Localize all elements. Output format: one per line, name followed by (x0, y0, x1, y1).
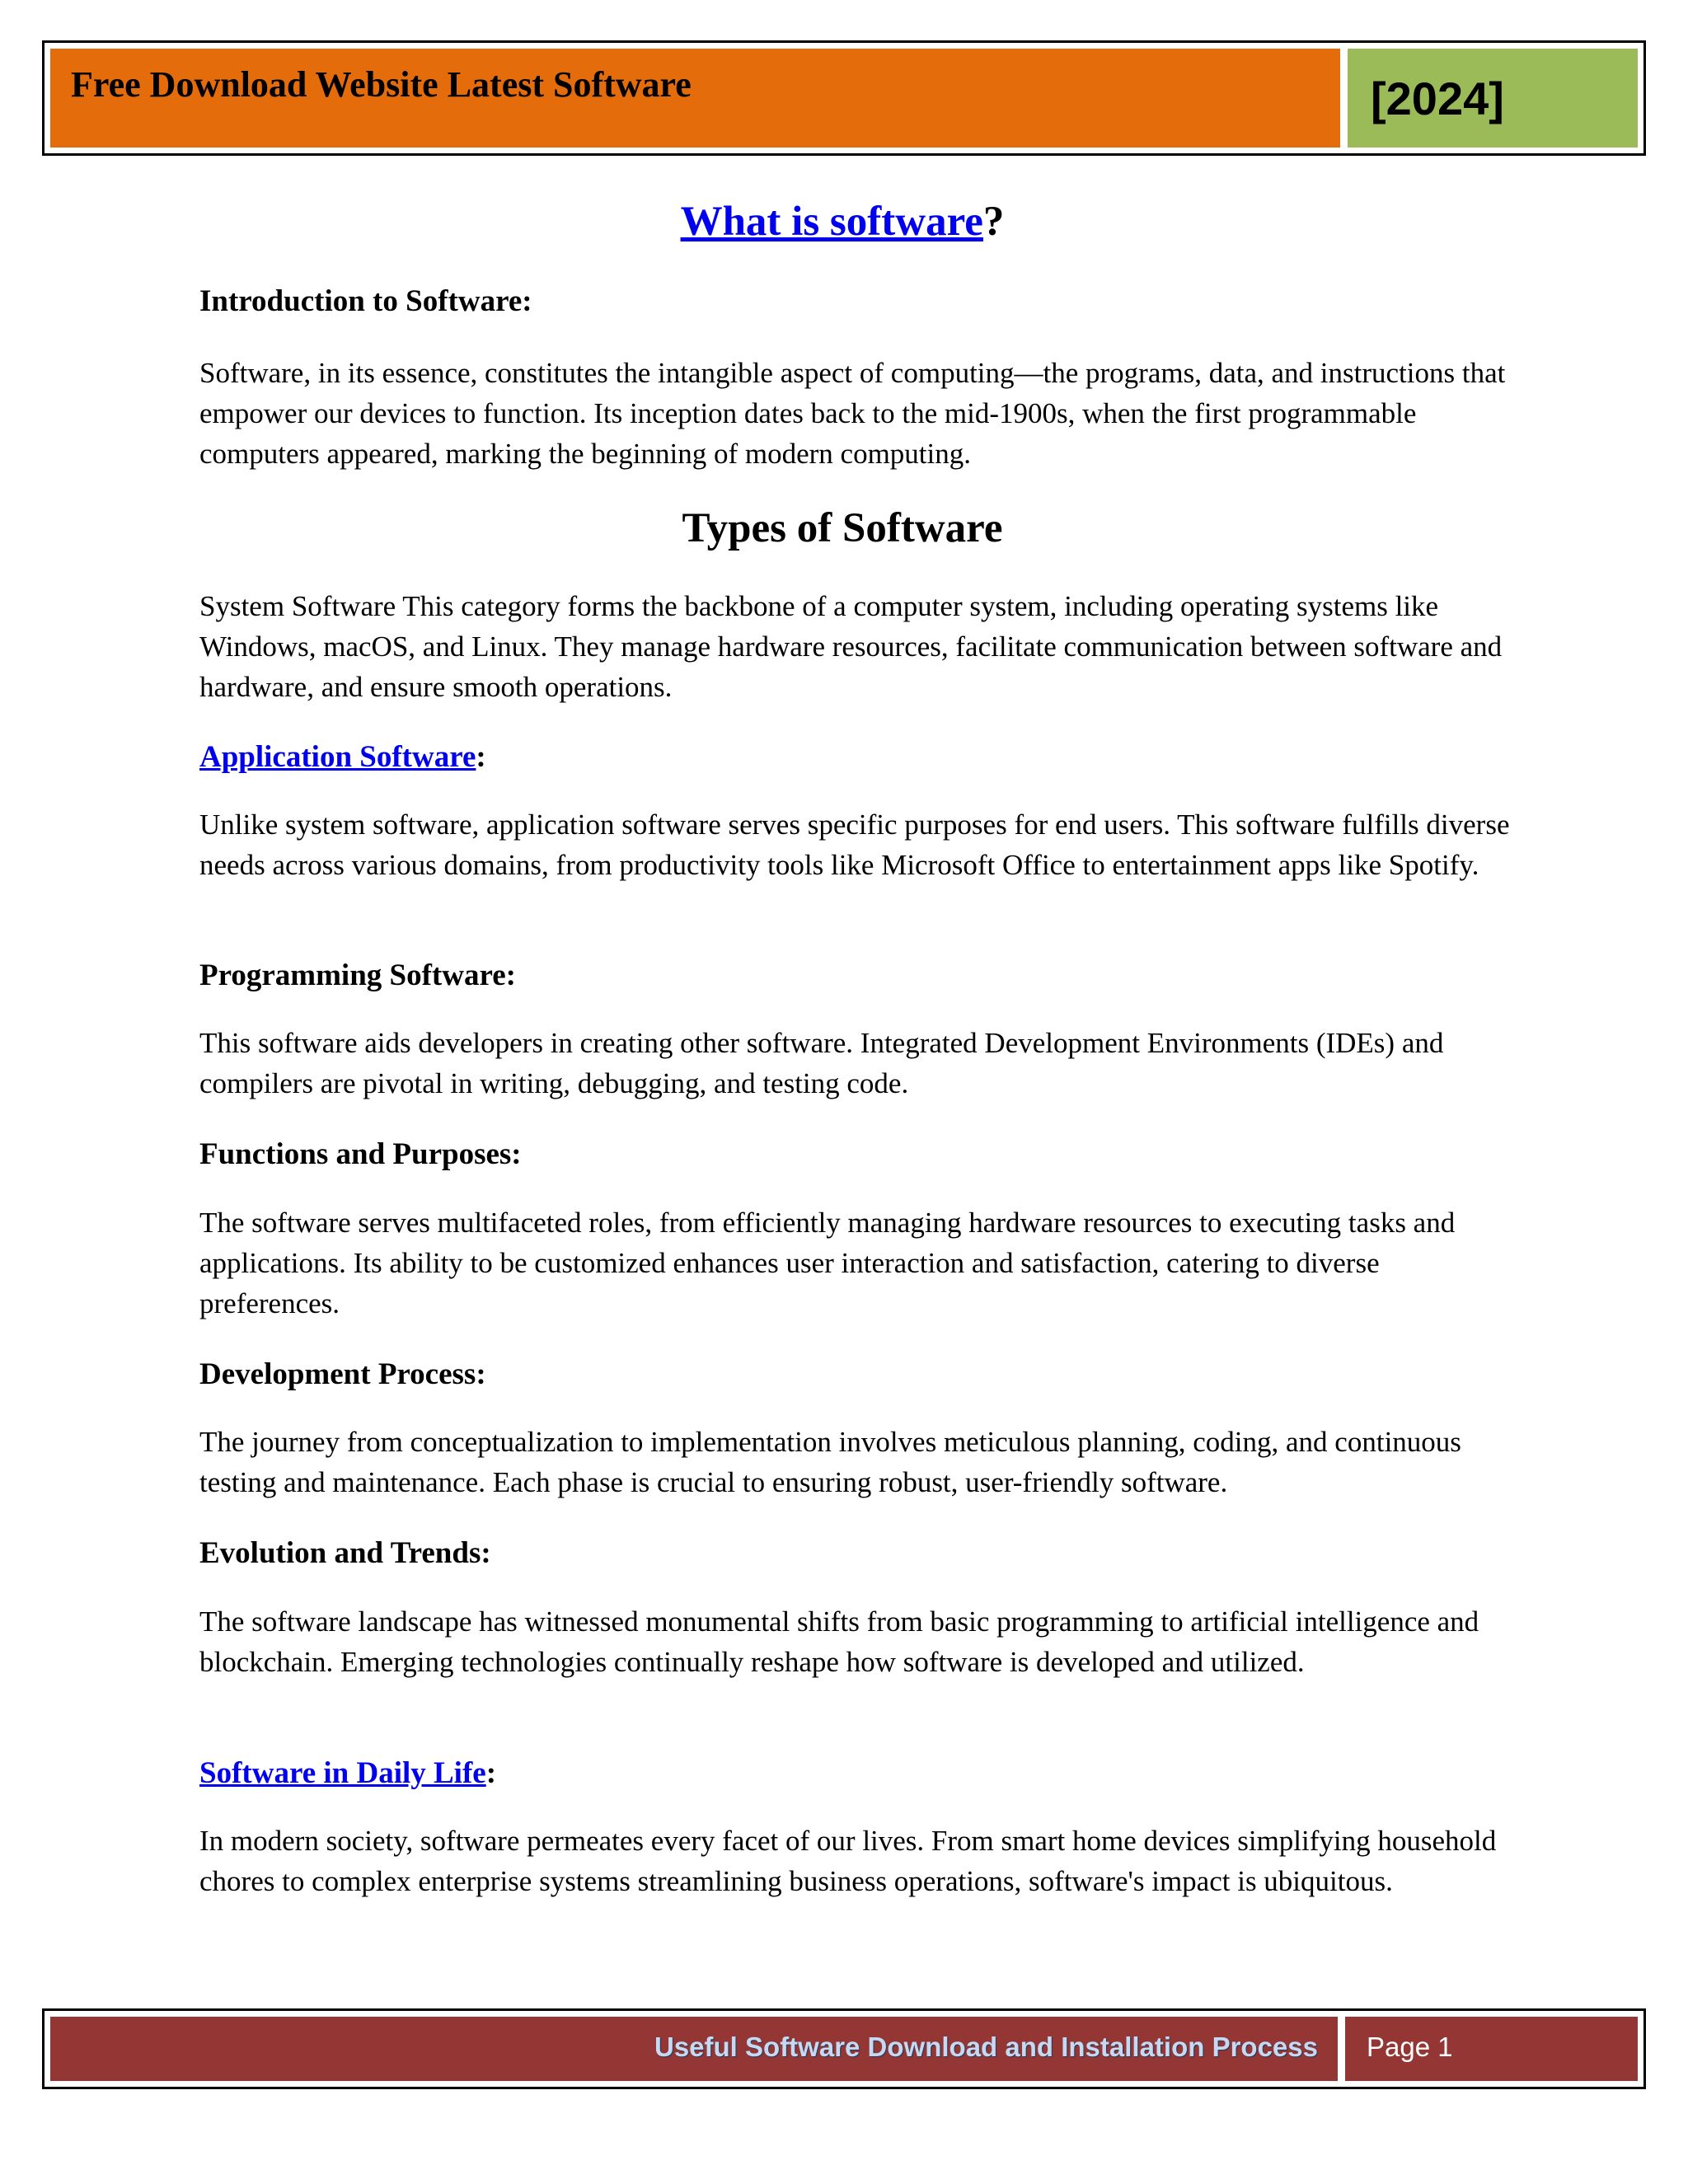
system-software-paragraph: System Software This category forms the backbone of a computer system, including operating systems like Windows, macOS, and Linux. They manage hardware resources, facilitate communication between software and hardware, and ensure smooth operations. (199, 590, 1503, 703)
intro-heading: Introduction to Software: (199, 284, 532, 318)
evolution-paragraph: The software landscape has witnessed monumental shifts from basic programming to artificial intelligence and blockchain. Emerging technologies continually reshape how software is developed and utilized. (199, 1605, 1479, 1678)
functions-heading: Functions and Purposes: (199, 1137, 522, 1171)
software-in-daily-life-link[interactable]: Software in Daily Life (199, 1756, 486, 1790)
header-title: Free Download Website Latest Software (71, 64, 692, 105)
application-software-link[interactable]: Application Software (199, 740, 476, 774)
footer-text-box (50, 2017, 1338, 2081)
programming-software-paragraph: This software aids developers in creating other software. Integrated Development Environments (IDEs) and compilers are pivotal in writing, debugging, and testing code. (199, 1027, 1444, 1099)
footer-text: Useful Software Download and Installation Process (654, 2032, 1318, 2062)
footer-page-box (1345, 2017, 1638, 2081)
header-title-box (50, 49, 1340, 148)
daily-life-heading (199, 1755, 496, 1793)
page-footer (42, 2008, 1646, 2089)
header-year: [2024] (1371, 73, 1504, 124)
intro-paragraph: Software, in its essence, constitutes the intangible aspect of computing—the programs, data, and instructions that empower our devices to function. Its inception dates back to the mid-1900s, when the first programmable computers appeared, marking the beginning of modern computing. (199, 357, 1506, 470)
page-number: Page 1 (1367, 2032, 1453, 2062)
development-paragraph: The journey from conceptualization to implementation involves meticulous planning, coding, and continuous testing and maintenance. Each phase is crucial to ensuring robust, user-friendly software. (199, 1426, 1461, 1498)
what-is-software-link[interactable]: What is software (680, 199, 983, 245)
application-software-paragraph: Unlike system software, application software serves specific purposes for end users. This software fulfills diverse needs across various domains, from productivity tools like Microsoft Office to entertainment apps like Spotify. (199, 808, 1510, 881)
header-year-box (1348, 49, 1638, 148)
evolution-heading: Evolution and Trends: (199, 1536, 491, 1570)
functions-paragraph: The software serves multifaceted roles, from efficiently managing hardware resources to executing tasks and applications. Its ability to be customized enhances user interaction and satisfaction, catering to diverse preferences. (199, 1207, 1456, 1319)
page-title (199, 198, 1485, 246)
development-heading: Development Process: (199, 1357, 486, 1391)
daily-life-paragraph: In modern society, software permeates every facet of our lives. From smart home devices simplifying household chores to complex enterprise systems streamlining business operations, software's impact is ubiquitous. (199, 1825, 1497, 1897)
programming-software-heading: Programming Software: (199, 958, 516, 992)
page-header (42, 40, 1646, 156)
types-heading: Types of Software (682, 505, 1003, 551)
application-software-heading (199, 738, 486, 776)
application-heading-suffix: : (476, 740, 486, 774)
page-title-suffix: ? (982, 199, 1005, 245)
daily-heading-suffix: : (485, 1756, 497, 1790)
